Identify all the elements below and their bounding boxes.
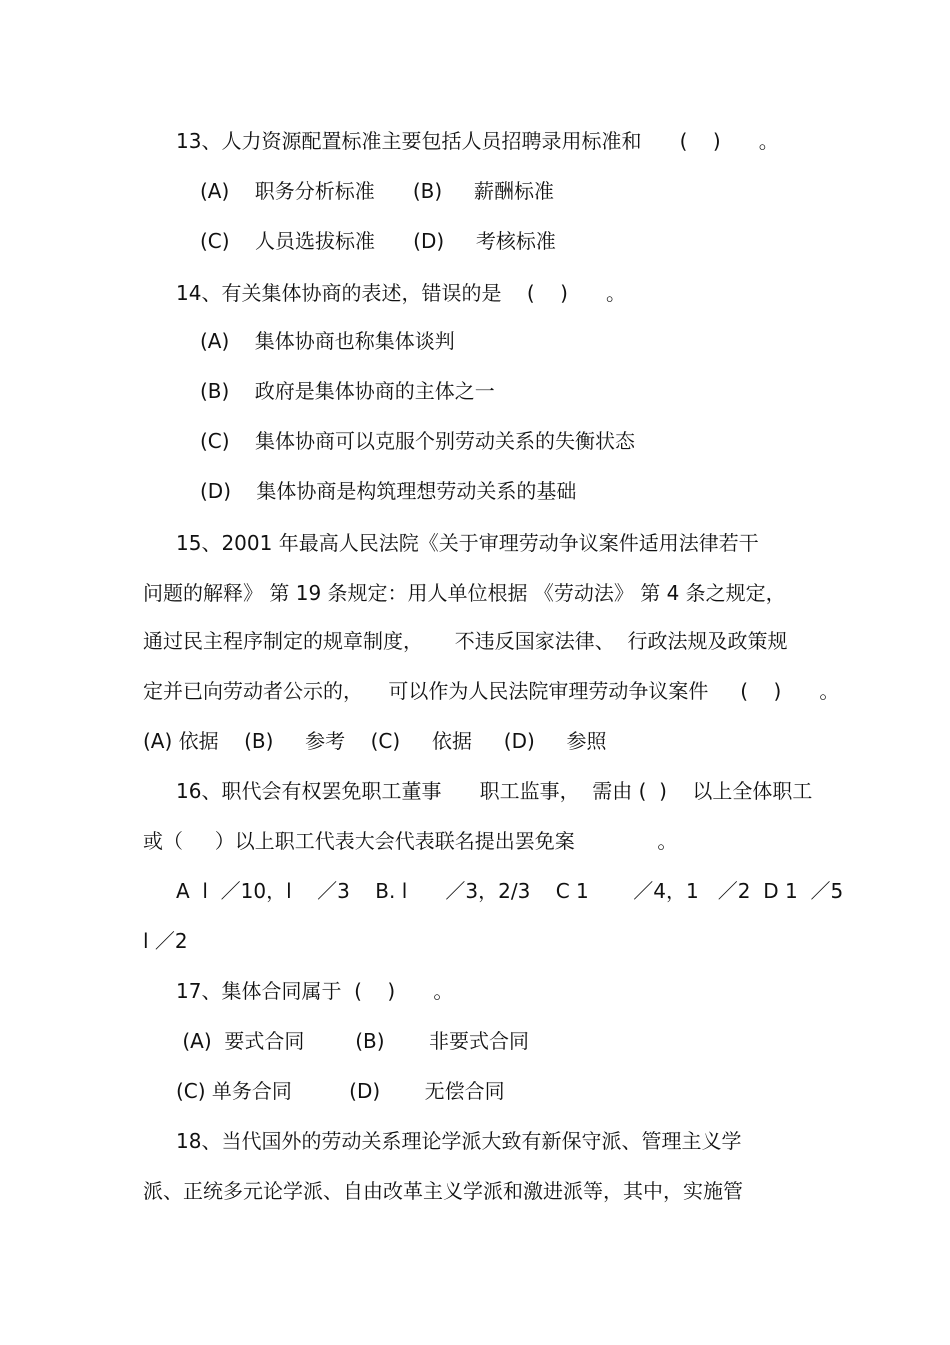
q14-option-b: (B) 政府是集体协商的主体之一 — [200, 379, 495, 403]
q16-stem-line2: 或（ ）以上职工代表大会代表联名提出罢免案 。 — [143, 829, 678, 853]
q13-stem: 13、人力资源配置标准主要包括人员招聘录用标准和 ( ) 。 — [176, 129, 779, 153]
q15-stem-line3: 通过民主程序制定的规章制度， 不违反国家法律、 行政法规及政策规 — [143, 629, 788, 653]
q17-options-ab: (A) 要式合同 (B) 非要式合同 — [176, 1029, 530, 1053]
q17-options-cd: (C) 单务合同 (D) 无偿合同 — [176, 1079, 505, 1103]
q18-stem-line2: 派、正统多元论学派、自由改革主义学派和激进派等，其中，实施管 — [143, 1179, 743, 1203]
q14-option-d: (D) 集体协商是构筑理想劳动关系的基础 — [200, 479, 577, 503]
q16-options-line1: A l ／10，l ／3 B. l ／3，2/3 C 1 ／4，1 ／2 D 1 ／5 — [176, 879, 844, 903]
q15-stem-line1: 15、2001 年最高人民法院《关于审理劳动争议案件适用法律若干 — [176, 531, 759, 555]
q16-stem-line1: 16、职代会有权罢免职工董事 职工监事， 需由 ( ) 以上全体职工 — [176, 779, 813, 803]
q13-options-ab: (A) 职务分析标准 (B) 薪酬标准 — [200, 179, 554, 203]
q15-stem-line2: 问题的解释》 第 19 条规定：用人单位根据 《劳动法》 第 4 条之规定， — [143, 581, 786, 605]
q14-option-a: (A) 集体协商也称集体谈判 — [200, 329, 455, 353]
q15-stem-line4: 定并已向劳动者公示的， 可以作为人民法院审理劳动争议案件 ( ) 。 — [143, 679, 840, 703]
q13-options-cd: (C) 人员选拔标准 (D) 考核标准 — [200, 229, 556, 253]
q17-stem: 17、集体合同属于 ( ) 。 — [176, 979, 454, 1003]
q15-options: (A) 依据 (B) 参考 (C) 依据 (D) 参照 — [143, 729, 607, 753]
q14-option-c: (C) 集体协商可以克服个别劳动关系的失衡状态 — [200, 429, 635, 453]
q16-options-line2: l ／2 — [143, 929, 188, 953]
q18-stem-line1: 18、当代国外的劳动关系理论学派大致有新保守派、管理主义学 — [176, 1129, 742, 1153]
q14-stem: 14、有关集体协商的表述，错误的是 ( ) 。 — [176, 281, 627, 305]
